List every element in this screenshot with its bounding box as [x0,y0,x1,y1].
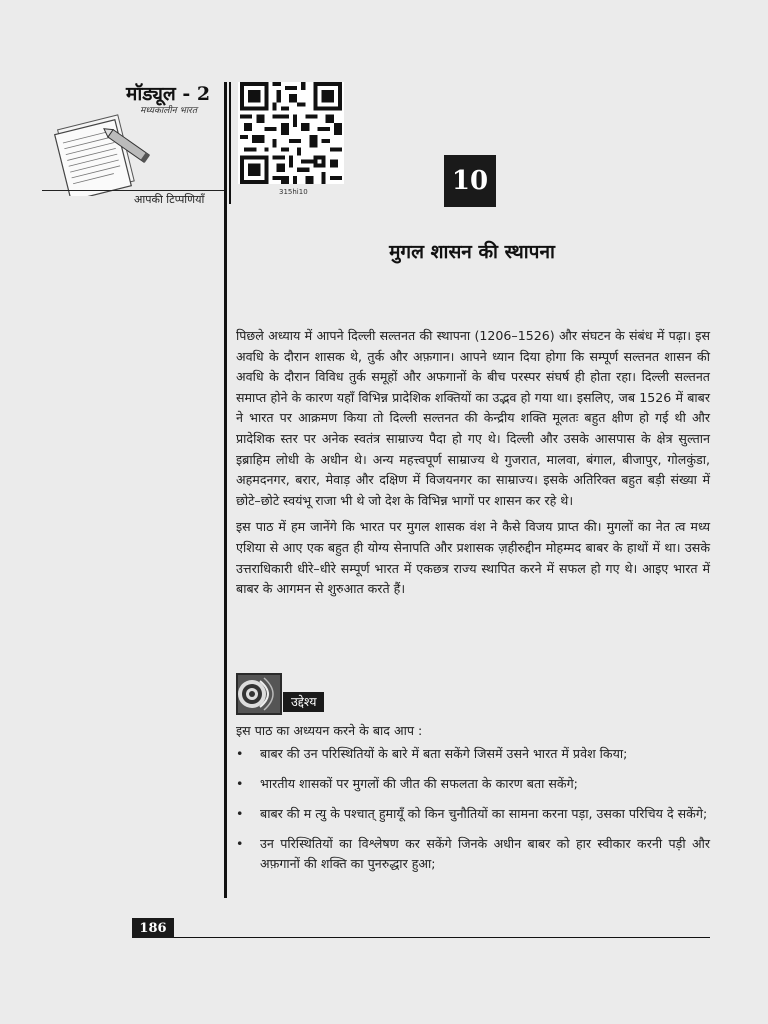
list-item-text: भारतीय शासकों पर मुगलों की जीत की सफलता के कारण बता सकेंगे; [260,776,578,791]
page-number: 186 [132,918,174,938]
bullet-icon: • [236,806,244,821]
objectives-target-icon [236,673,282,715]
margin-rule [224,82,227,898]
notes-pencil-icon [46,106,156,196]
bullet-icon: • [236,836,244,851]
paragraph: पिछले अध्याय में आपने दिल्ली सल्तनत की स्थापना (1206–1526) और संघटन के संबंध में पढ़ा। इस अवधि के दौरान शासक थे, तुर्क और अफ़गान। आपने ध्यान दिया होगा कि सम्पूर्ण सल्तनत शासन की अवधि के दौरान विविध तुर्क समूहों और अफगानों के बीच परस्पर संघर्ष ही होता रहा। दिल्ली सल्तनत समाप्त होने के कारण यहाँ विभिन्न प्रादेशिक शक्तियों का उद्भव हो गया था। इसलिए, जब 1526 में बाबर ने भारत पर आक्रमण किया तो दिल्ली सल्तनत की केन्द्रीय शक्ति मूलतः बहुत क्षीण हो गई थी और प्रादेशिक स्तर पर अनेक स्वतंत्र साम्राज्य पैदा हो गए थे। दिल्ली और उसके आसपास के क्षेत्र सुल्तान इब्राहिम लोधी के अधीन थे। अन्य महत्त्वपूर्ण साम्राज्य थे गुजरात, मालवा, बंगाल, बीजापुर, गोलकुंडा, अहमदनगर, बरार, मेवाड़ और दक्षिण में विजयनगर का साम्राज्य। इसके अतिरिक्त बहुत बड़ी संख्या में छोटे–छोटे स्वयंभू राजा भी थे जो देश के विभिन्न भागों पर शासन कर रहे थे। [236,328,710,508]
footer-rule [174,937,710,938]
bullet-icon: • [236,746,244,761]
paragraph: इस पाठ में हम जानेंगे कि भारत पर मुगल शासक वंश ने कैसे विजय प्राप्त की। मुगलों का नेत त्व मध्य एशिया से आए एक बहुत ही योग्य सेनापति और प्रशासक ज़हीरुद्दीन मोहम्मद बाबर के हाथों में था। उसके उत्तराधिकारी धीरे–धीरे सम्पूर्ण भारत में एकछत्र राज्य स्थापित करने में सफल हो गए थे। आइए भारत में बाबर के आगमन से शुरुआत करते हैं। [236,519,710,597]
qr-code-label: 315hi10 [279,188,308,196]
qr-code-icon [238,82,344,184]
list-item-text: बाबर की म त्यु के पश्चात् हुमायूँ को किन चुनौतियों का सामना करना पड़ा, उसका परिचिय दे सकेंगे; [260,806,708,821]
list-item [236,744,710,764]
objectives-label: उद्देश्य [283,692,324,712]
list-item [236,774,710,794]
bullet-icon: • [236,776,244,791]
chapter-title: मुगल शासन की स्थापना [389,241,555,263]
objectives-intro: इस पाठ का अध्ययन करने के बाद आप : [236,723,423,738]
list-item [236,804,710,824]
notes-divider [42,190,226,191]
objectives-list [236,744,710,884]
chapter-number: 10 [444,155,496,207]
list-item-text: उन परिस्थितियों का विश्लेषण कर सकेंगे जिनके अधीन बाबर को हार स्वीकार करनी पड़ी और अफ़गानों की शक्ति का पुनरुद्धार हुआ; [260,836,710,871]
body-text [236,326,710,606]
module-title: मॉड्यूल - 2 [126,83,211,105]
list-item [236,834,710,874]
list-item-text: बाबर की उन परिस्थितियों के बारे में बता सकेंगे जिसमें उसने भारत में प्रवेश किया; [260,746,628,761]
notes-label: आपकी टिप्पणियाँ [134,193,205,206]
margin-rule-short [229,82,231,204]
module-subtitle: मध्यकालीन भारत [140,106,197,116]
